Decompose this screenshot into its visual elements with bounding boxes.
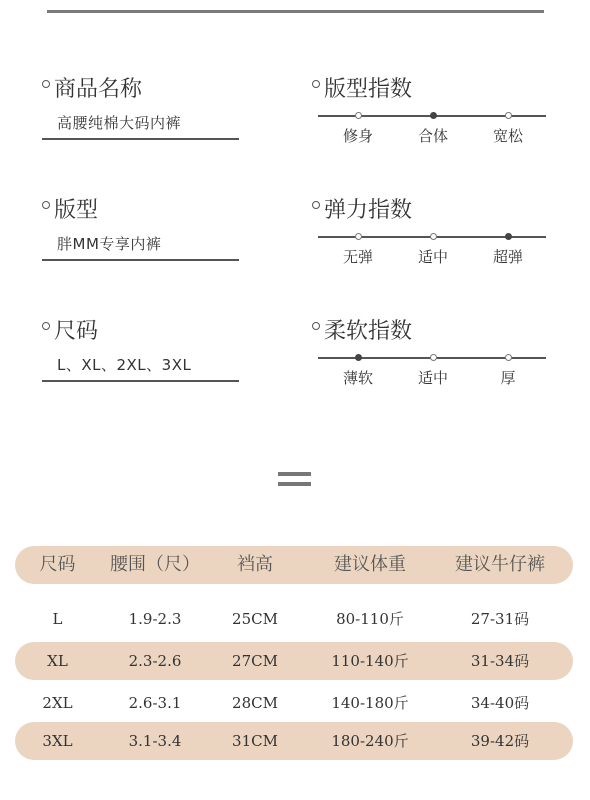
table-row (15, 642, 573, 680)
table-cell: 110-140斤 (331, 652, 409, 670)
table-header-cell: 建议体重 (334, 554, 406, 575)
field-value: L、XL、2XL、3XL (57, 356, 192, 374)
table-cell: 27CM (232, 652, 278, 670)
scale-fit-index (318, 72, 548, 162)
table-cell: 2.6-3.1 (128, 694, 182, 712)
scale-dot (505, 112, 512, 119)
table-cell: 34-40码 (470, 694, 530, 712)
top-divider (47, 10, 544, 13)
scale-title: 柔软指数 (324, 319, 413, 344)
table-cell: 80-110斤 (336, 610, 404, 628)
scale-label: 厚 (500, 369, 516, 387)
scale-softness-index (318, 314, 548, 404)
table-cell: 140-180斤 (331, 694, 409, 712)
table-header-cell: 建议牛仔裤 (455, 554, 545, 575)
table-cell: 2XL (42, 694, 73, 712)
scale-dot (355, 354, 362, 361)
table-cell: 39-42码 (470, 732, 530, 750)
scale-dot (430, 233, 437, 240)
divider-bar (278, 472, 311, 476)
table-cell: 25CM (232, 610, 278, 628)
bullet-icon (312, 201, 320, 209)
table-header-row (15, 546, 573, 584)
bullet-icon (312, 80, 320, 88)
scale-label: 超弹 (492, 248, 523, 266)
table-cell: 1.9-2.3 (128, 610, 182, 628)
field-underline (42, 259, 239, 261)
scale-dot (505, 233, 512, 240)
scale-label: 薄软 (342, 369, 373, 387)
scale-dot (355, 233, 362, 240)
field-title: 商品名称 (54, 77, 143, 102)
bullet-icon (42, 322, 50, 330)
table-cell: 31CM (232, 732, 278, 750)
table-cell: 180-240斤 (331, 732, 409, 750)
table-cell: 27-31码 (470, 610, 530, 628)
scale-label: 适中 (417, 248, 448, 266)
table-cell: 3XL (42, 732, 73, 750)
bullet-icon (312, 322, 320, 330)
field-title: 版型 (54, 198, 99, 223)
scale-dot (505, 354, 512, 361)
scale-label: 修身 (342, 127, 373, 145)
table-row (15, 684, 573, 722)
field-underline (42, 380, 239, 382)
table-cell: L (52, 610, 63, 628)
scale-label: 宽松 (492, 127, 523, 145)
scale-label: 合体 (417, 127, 448, 145)
table-cell: 28CM (232, 694, 278, 712)
scale-dot (430, 354, 437, 361)
field-value: 胖MM专享内裤 (57, 235, 162, 253)
field-title: 尺码 (54, 319, 99, 344)
scale-dot (355, 112, 362, 119)
table-row (15, 600, 573, 638)
table-header-cell: 腰围（尺） (110, 554, 200, 575)
scale-elasticity-index (318, 193, 548, 283)
scale-label: 无弹 (342, 248, 373, 266)
table-cell: 31-34码 (470, 652, 530, 670)
table-cell: XL (47, 652, 68, 670)
bullet-icon (42, 80, 50, 88)
divider-bar (278, 482, 311, 486)
bullet-icon (42, 201, 50, 209)
table-row (15, 722, 573, 760)
table-header-cell: 尺码 (39, 554, 76, 575)
scale-dot (430, 112, 437, 119)
table-cell: 3.1-3.4 (128, 732, 182, 750)
table-cell: 2.3-2.6 (128, 652, 182, 670)
field-underline (42, 138, 239, 140)
scale-title: 弹力指数 (324, 198, 413, 223)
scale-label: 适中 (417, 369, 448, 387)
scale-title: 版型指数 (324, 77, 413, 102)
field-value: 高腰纯棉大码内裤 (57, 114, 182, 132)
table-header-cell: 裆高 (237, 554, 273, 575)
